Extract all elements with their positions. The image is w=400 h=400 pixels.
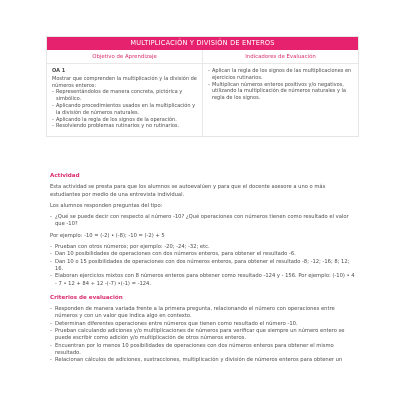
list-item: - Determinan diferentes operaciones entre números que tienen como resultado el número -10. bbox=[50, 321, 355, 328]
table-header bbox=[47, 50, 358, 64]
list-item: - Multiplican números enteros positivos y/o negativos, utilizando la multiplicación de números naturales y la regla de los signos. bbox=[208, 82, 353, 102]
objective-list bbox=[52, 89, 197, 130]
list-item: - Aplicando la regla de los signos de la operación. bbox=[52, 117, 197, 124]
page-title: MULTIPLICACIÓN Y DIVISIÓN DE ENTEROS bbox=[47, 37, 358, 50]
list-item: - Dan 10 o 15 posibilidades de operaciones con dos números enteros, para obtener el resultado -8; -12; -16; 8; 12; 16. bbox=[50, 259, 355, 274]
list-item: - ¿Qué se puede decir con respecto al número -10? ¿Qué operaciones con números tienen como resultado el valor que -10? bbox=[50, 214, 355, 229]
indicators-list bbox=[208, 68, 353, 102]
indicators-cell bbox=[202, 64, 358, 136]
objective-column-header: Objetivo de Aprendizaje bbox=[92, 54, 157, 60]
list-item: - Prueban calculando adiciones y/o multiplicaciones de números para verificar que siempre un número entero se puede escribir como adición y/o multiplicación de otros números enteros. bbox=[50, 328, 355, 343]
list-item: - Prueban con otros números; por ejemplo: -20; -24; -32; etc. bbox=[50, 244, 355, 251]
content-body bbox=[50, 173, 355, 369]
indicators-column-header: Indicadores de Evaluación bbox=[202, 50, 358, 63]
questions-intro: Los alumnos responden preguntas del tipo: bbox=[50, 202, 163, 209]
list-item: - Responden de manera variada frente a la primera pregunta, relacionando el número con operaciones entre números y con un valor que indica algo en contexto. bbox=[50, 306, 355, 321]
list-item: - Encuentran por lo menos 10 posibilidades de operaciones con dos números enteros para obtener el mismo resultado. bbox=[50, 343, 355, 358]
table-body bbox=[47, 64, 358, 136]
objective-cell bbox=[47, 64, 202, 136]
criteria-list bbox=[50, 306, 355, 364]
example-text: Por ejemplo: -10 = (-2) • (-8); -10 = (-2) + 5 bbox=[50, 232, 165, 239]
question-list bbox=[50, 214, 355, 229]
criteria-heading: Criterios de evaluación bbox=[50, 294, 123, 301]
list-item: - Dan 10 posibilidades de operaciones con dos números enteros, para obtener el resultado -6. bbox=[50, 251, 355, 258]
activity-intro: Esta actividad se presta para que los alumnos se autoevalúen y para que el docente asesore a uno o más estudiantes por medio de una entrevista individual. bbox=[50, 184, 326, 198]
list-item: - Relacionan cálculos de adiciones, sustracciones, multiplicación y división de números enteros para obtener un bbox=[50, 357, 355, 364]
list-item: - Resolviendo problemas rutinarios y no rutinarios. bbox=[52, 123, 197, 130]
objective-code: OA 1 bbox=[52, 68, 66, 74]
activity-list bbox=[50, 244, 355, 288]
list-item: - Aplicando procedimientos usados en la multiplicación y la división de números naturales. bbox=[52, 103, 197, 117]
list-item: - Aplican la regla de los signos de las multiplicaciones en ejercicios rutinarios. bbox=[208, 68, 353, 82]
list-item: - Representándolos de manera concreta, pictórica y simbólico. bbox=[52, 89, 197, 103]
list-item: - Elaboran ejercicios mixtos con 8 números enteros para obtener como resultado -124 y - 156. Por ejemplo: (-10) • 4 - 7 • 12 + 84 ÷ 12 -(-7) •(-1) = -124. bbox=[50, 273, 355, 288]
activity-heading: Actividad bbox=[50, 173, 80, 179]
objectives-table bbox=[46, 36, 359, 137]
objective-intro: Mostrar que comprenden la multiplicación y la división de números enteros: bbox=[52, 75, 197, 89]
